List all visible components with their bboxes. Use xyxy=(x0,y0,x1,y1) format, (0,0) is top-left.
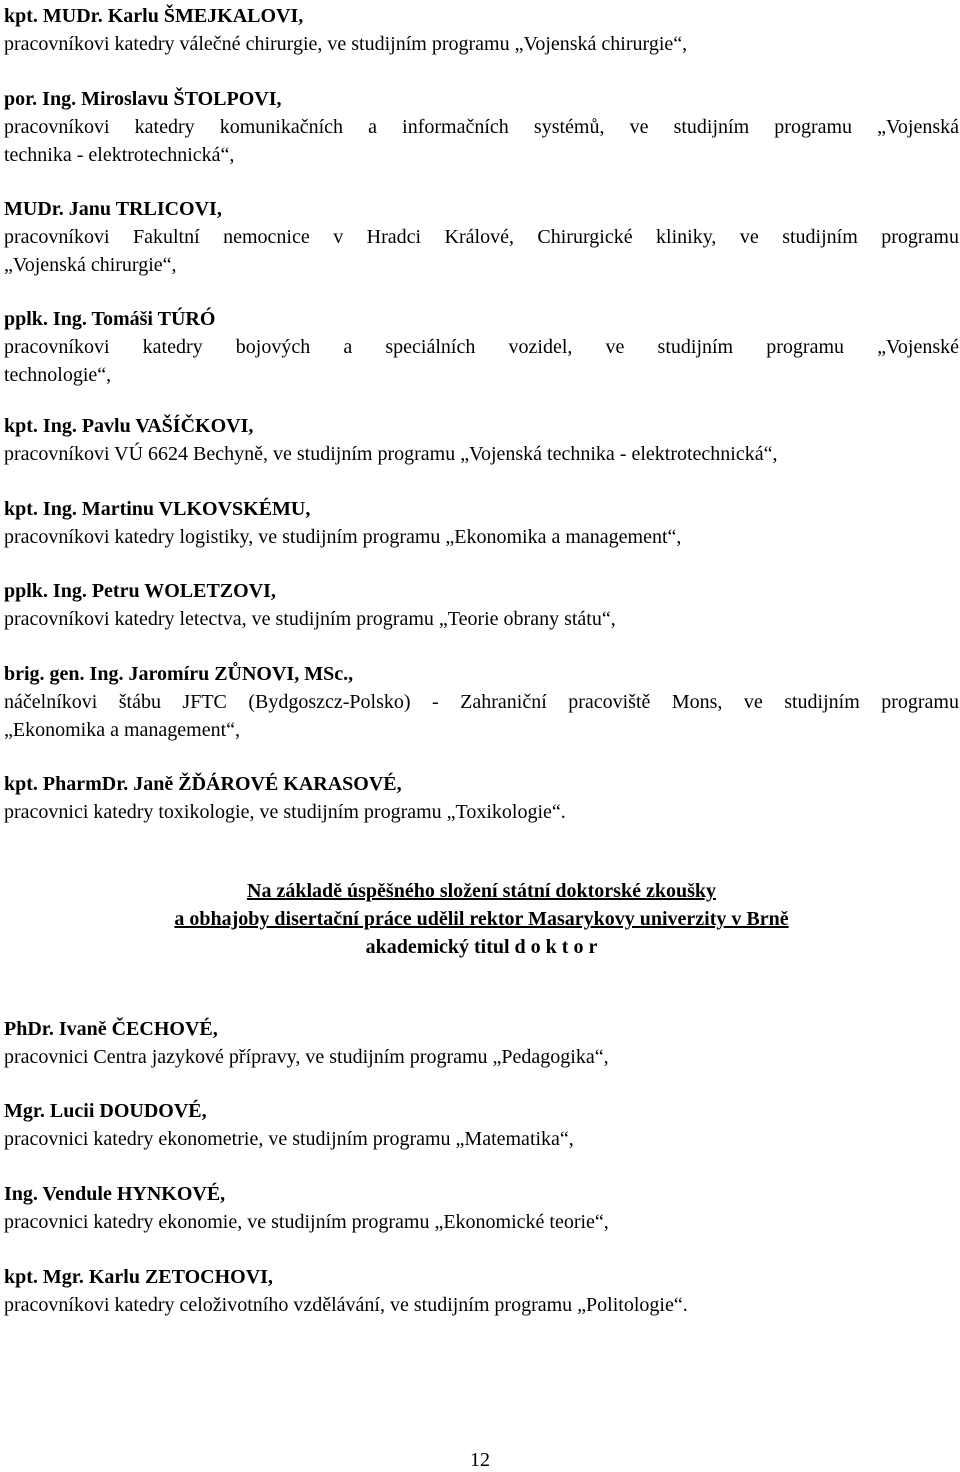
entry-name: kpt. Ing. Martinu VLKOVSKÉMU, xyxy=(4,498,311,520)
entry-name: kpt. Mgr. Karlu ZETOCHOVI, xyxy=(4,1266,273,1288)
entry-line: technologie“, xyxy=(4,364,112,386)
entry-name: kpt. Ing. Pavlu VAŠÍČKOVI, xyxy=(4,415,254,437)
entry-name: pplk. Ing. Tomáši TÚRÓ xyxy=(4,308,216,330)
entry-line: pracovníkovi katedry logistiky, ve studijním programu „Ekonomika a management“, xyxy=(4,526,682,548)
entry-doudova xyxy=(4,1097,959,1153)
entry-description xyxy=(4,605,959,633)
entry-line: pracovnici Centra jazykové přípravy, ve studijním programu „Pedagogika“, xyxy=(4,1046,609,1068)
entry-line: pracovníkovi katedry celoživotního vzdělávání, ve studijním programu „Politologie“. xyxy=(4,1294,688,1316)
entry-smejkal xyxy=(4,2,959,58)
entry-description xyxy=(4,333,959,389)
entry-vasicek xyxy=(4,412,959,468)
entry-description xyxy=(4,1043,959,1071)
entry-description xyxy=(4,1125,959,1153)
entry-line: technika - elektrotechnická“, xyxy=(4,144,235,166)
entry-line: pracovníkovi katedry komunikačních a informačních systémů, ve studijním programu „Vojenská xyxy=(4,116,959,138)
entry-name: kpt. PharmDr. Janě ŽĎÁROVÉ KARASOVÉ, xyxy=(4,773,402,795)
entry-line: pracovnici katedry toxikologie, ve studijním programu „Toxikologie“. xyxy=(4,801,566,823)
entry-description xyxy=(4,688,959,744)
entry-line: pracovníkovi katedry letectva, ve studijním programu „Teorie obrany státu“, xyxy=(4,608,616,630)
entry-line: pracovníkovi katedry bojových a speciálních vozidel, ve studijním programu „Vojenské xyxy=(4,336,959,358)
entry-zuna xyxy=(4,660,959,744)
conferral-statement xyxy=(4,877,959,961)
entry-name: Mgr. Lucii DOUDOVÉ, xyxy=(4,1100,207,1122)
entry-description xyxy=(4,223,959,279)
entry-vlkovsky xyxy=(4,495,959,551)
conferral-line-2: a obhajoby disertační práce udělil rektor Masarykovy univerzity v Brně xyxy=(174,908,789,930)
entry-zetocha xyxy=(4,1263,959,1319)
entry-description xyxy=(4,113,959,169)
entry-trlica xyxy=(4,195,959,279)
entry-description xyxy=(4,523,959,551)
entry-turo xyxy=(4,305,959,389)
entry-name: por. Ing. Miroslavu ŠTOLPOVI, xyxy=(4,88,282,110)
entry-line: pracovnici katedry ekonomie, ve studijním programu „Ekonomické teorie“, xyxy=(4,1211,609,1233)
entry-description xyxy=(4,440,959,468)
entry-cechova xyxy=(4,1015,959,1071)
entry-line: pracovníkovi Fakultní nemocnice v Hradci Králové, Chirurgické kliniky, ve studijním programu xyxy=(4,226,959,248)
conferral-line-1: Na základě úspěšného složení státní doktorské zkoušky xyxy=(247,880,716,902)
entry-line: pracovníkovi katedry válečné chirurgie, ve studijním programu „Vojenská chirurgie“, xyxy=(4,33,688,55)
entry-name: pplk. Ing. Petru WOLETZOVI, xyxy=(4,580,276,602)
conferral-line-3: akademický titul d o k t o r xyxy=(365,936,598,958)
entry-hynkova xyxy=(4,1180,959,1236)
entry-description xyxy=(4,1291,959,1319)
entry-name: MUDr. Janu TRLICOVI, xyxy=(4,198,222,220)
entry-line: „Vojenská chirurgie“, xyxy=(4,254,177,276)
entry-name: Ing. Vendule HYNKOVÉ, xyxy=(4,1183,226,1205)
entry-zdarova-karasova xyxy=(4,770,959,826)
entry-name: kpt. MUDr. Karlu ŠMEJKALOVI, xyxy=(4,5,304,27)
entry-woletz xyxy=(4,577,959,633)
entry-description xyxy=(4,30,959,58)
page-number: 12 xyxy=(470,1449,490,1471)
entry-line: „Ekonomika a management“, xyxy=(4,719,241,741)
entry-description xyxy=(4,798,959,826)
entry-name: PhDr. Ivaně ČECHOVÉ, xyxy=(4,1018,218,1040)
entry-description xyxy=(4,1208,959,1236)
entry-line: pracovníkovi VÚ 6624 Bechyně, ve studijním programu „Vojenská technika - elektrotechnická“, xyxy=(4,443,778,465)
entry-name: brig. gen. Ing. Jaromíru ZŮNOVI, MSc., xyxy=(4,663,354,685)
entry-stolpa xyxy=(4,85,959,169)
entry-line: pracovnici katedry ekonometrie, ve studijním programu „Matematika“, xyxy=(4,1128,574,1150)
entry-line: náčelníkovi štábu JFTC (Bydgoszcz-Polsko) - Zahraniční pracoviště Mons, ve studijním programu xyxy=(4,691,959,713)
